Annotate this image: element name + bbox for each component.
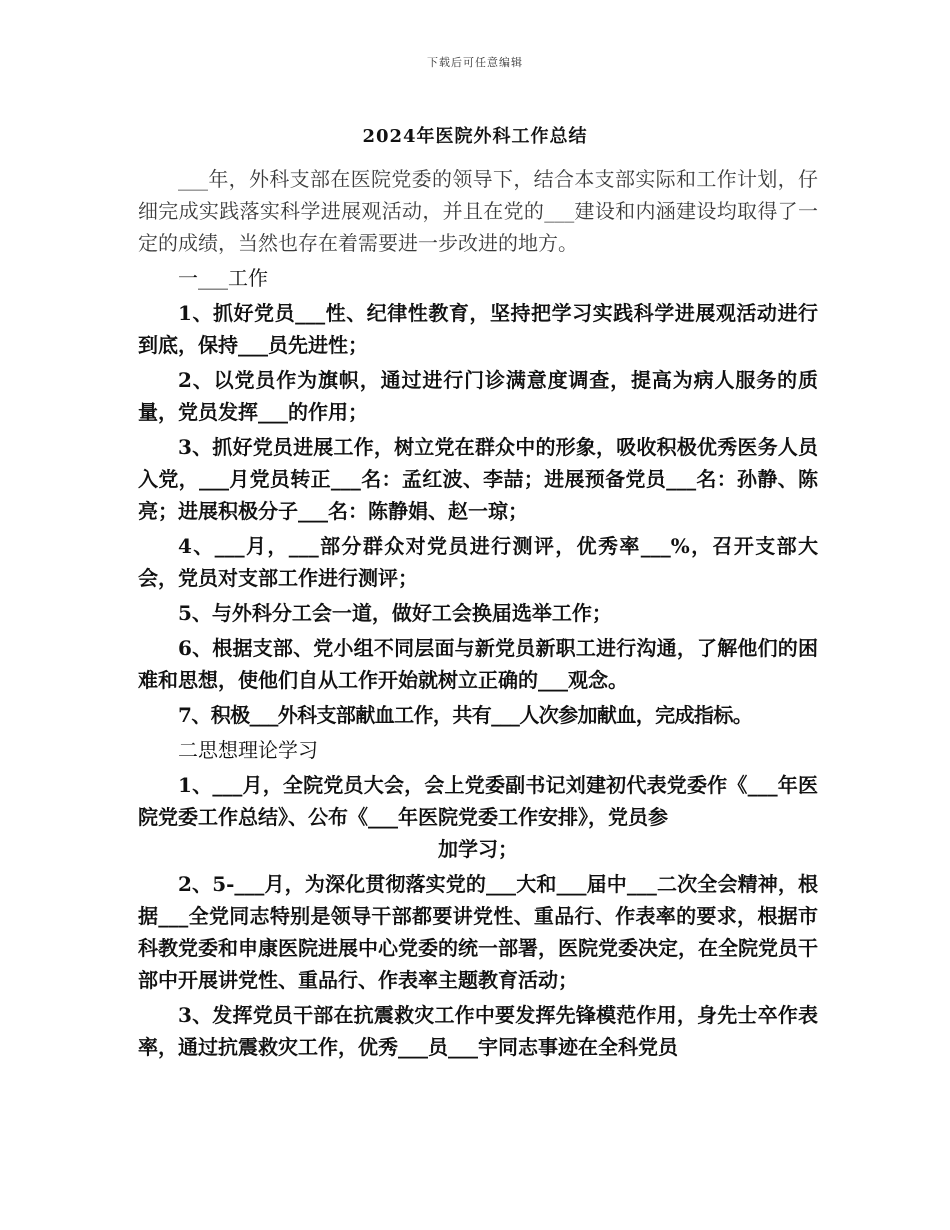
section-1-heading: 一___工作 (178, 266, 268, 290)
section-2-item-3: 3、发挥党员干部在抗震救灾工作中要发挥先锋模范作用，身先士卒作表率，通过抗震救灾工作，优秀___员___宇同志事迹在全科党员 (138, 1003, 818, 1059)
intro-paragraph: ___年，外科支部在医院党委的领导下，结合本支部实际和工作计划，仔细完成实践落实科学进展观活动，并且在党的___建设和内涵建设均取得了一定的成绩，当然也存在着需要进一步改进的地方。 (138, 167, 818, 255)
section-2-item-1: 1、___月，全院党员大会，会上党委副书记刘建初代表党委作《___年医院党委工作总结》、公布《___年医院党委工作安排》，党员参 (138, 773, 818, 829)
section-1-item-3: 3、抓好党员进展工作，树立党在群众中的形象，吸收积极优秀医务人员入党，___月党员转正___名：孟红波、李喆；进展预备党员___名：孙静、陈亮；进展积极分子___名：陈静娟、赵一琼； (138, 435, 818, 523)
section-1-item-7: 7、积极___外科支部献血工作，共有___人次参加献血，完成指标。 (178, 703, 753, 727)
document-title: 2024年医院外科工作总结 (362, 126, 588, 147)
section-2-heading: 二思想理论学习 (178, 738, 318, 762)
section-1-item-1: 1、抓好党员___性、纪律性教育，坚持把学习实践科学进展观活动进行到底，保持___员先进性； (138, 301, 818, 357)
header-note: 下载后可任意编辑 (427, 56, 523, 69)
section-2-item-2: 2、5-___月，为深化贯彻落实党的___大和___届中___二次全会精神，根据___全党同志特别是领导干部都要讲党性、重品行、作表率的要求，根据市科教党委和申康医院进展中心党委的统一部署，医院党委决定，在全院党员干部中开展讲党性、重品行、作表率主题教育活动； (138, 872, 818, 992)
section-1-item-5: 5、与外科分工会一道，做好工会换届选举工作； (178, 601, 612, 625)
section-2-item-1-tail: 加学习； (438, 837, 518, 861)
section-1-item-2: 2、以党员作为旗帜，通过进行门诊满意度调查，提高为病人服务的质量，党员发挥___的作用； (138, 368, 818, 424)
section-1-item-6: 6、根据支部、党小组不同层面与新党员新职工进行沟通，了解他们的困难和思想，使他们自从工作开始就树立正确的___观念。 (138, 636, 818, 692)
section-1-item-4: 4、___月，___部分群众对党员进行测评，优秀率___%，召开支部大会，党员对支部工作进行测评； (138, 534, 818, 590)
document-body (138, 163, 818, 1066)
